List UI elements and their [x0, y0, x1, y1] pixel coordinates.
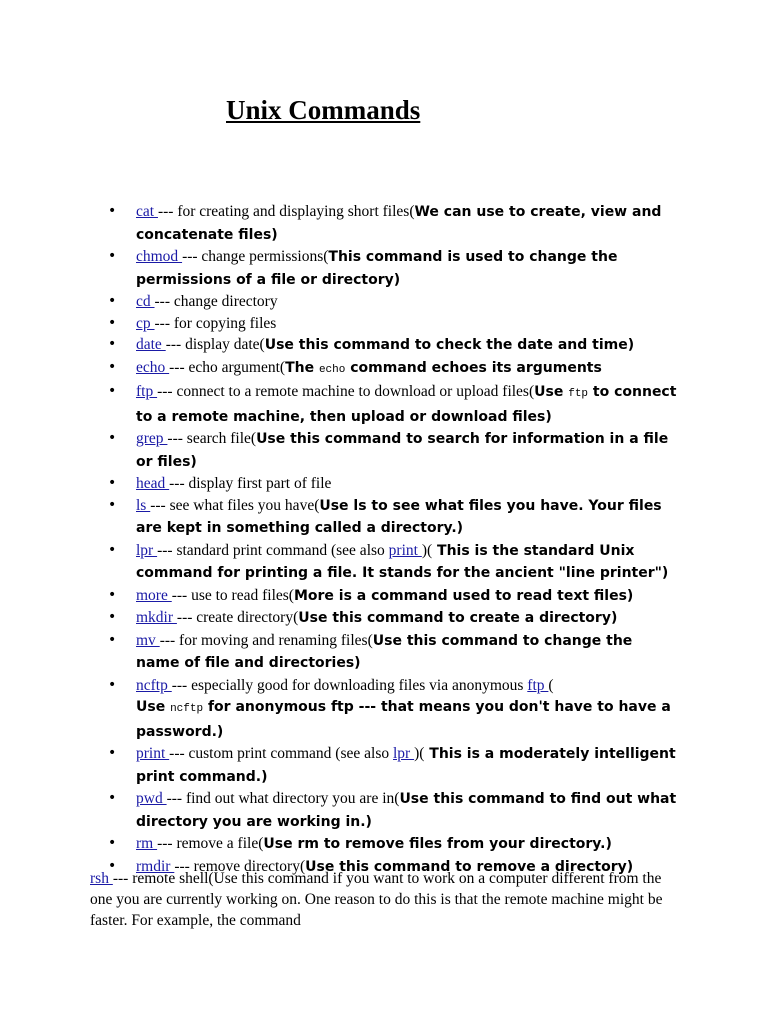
command-note: This is the standard Unix command for printing a file. It stands for the ancient "line printer") [136, 542, 669, 581]
command-description: --- find out what directory you are in( [166, 790, 400, 807]
command-description: --- search file( [167, 430, 257, 447]
list-item [108, 540, 678, 585]
list-item [108, 788, 678, 833]
inline-code: ftp [568, 388, 589, 400]
command-note: Use this command to remove a directory) [305, 858, 634, 875]
list-item [108, 201, 678, 246]
list-item [108, 495, 678, 540]
command-note [136, 699, 671, 740]
command-link-echo[interactable]: echo [136, 358, 170, 376]
page-title: Unix Commands [226, 95, 421, 125]
note-text: The [285, 359, 319, 376]
list-item [108, 246, 678, 291]
command-note: Use ls to see what files you have. Your files are kept in something called a directory.) [136, 497, 662, 536]
command-note: Use this command to check the date and time) [264, 337, 635, 353]
command-note [285, 360, 602, 376]
inline-code: ncftp [170, 703, 204, 715]
command-link-date[interactable]: date [136, 336, 166, 353]
command-link-head[interactable]: head [136, 475, 170, 492]
command-link-rsh[interactable]: rsh [90, 870, 113, 887]
list-item [108, 381, 678, 428]
command-description: --- remove a file( [157, 835, 264, 852]
command-note: Use this command to search for information in a file or files) [136, 431, 669, 470]
list-item [108, 607, 678, 630]
command-description: --- create directory( [176, 609, 299, 626]
command-description: --- remove directory( [174, 857, 306, 875]
command-description: --- use to read files( [171, 586, 294, 604]
command-link-cp[interactable]: cp [136, 314, 155, 332]
command-link-lpr-ref[interactable]: lpr [392, 745, 415, 762]
command-description: --- especially good for downloading files via anonymous [171, 676, 528, 694]
command-description: --- display date( [165, 336, 265, 353]
command-link-chmod[interactable]: chmod [136, 248, 183, 265]
command-description: --- change directory [154, 293, 278, 310]
list-item [108, 334, 678, 357]
list-item [108, 428, 678, 473]
list-item [108, 630, 678, 675]
list-item [108, 473, 678, 495]
note-text: Use [534, 384, 569, 400]
command-note: More is a command used to read text files) [293, 587, 634, 604]
command-link-grep[interactable]: grep [136, 430, 168, 447]
note-text: Use [136, 699, 171, 715]
paragraph-text: --- remote shell(Use this command if you want to work on a computer different from the one you are currently working on. One reason to do this is that the remote machine might be faster. For example, the command [90, 870, 663, 929]
command-link-rmdir[interactable]: rmdir [136, 857, 175, 875]
command-link-more[interactable]: more [136, 586, 172, 604]
command-description: ( [548, 676, 554, 694]
command-description: --- change permissions( [182, 248, 329, 265]
command-link-cd[interactable]: cd [136, 293, 155, 310]
note-text: command echoes its arguments [345, 359, 602, 376]
list-item [108, 675, 678, 744]
command-description: --- connect to a remote machine to download or upload files( [157, 383, 535, 400]
command-note: We can use to create, view and concatenate files) [136, 204, 662, 243]
note-text: for anonymous ftp --- that means you don't have to have a password.) [136, 699, 671, 740]
command-description: --- standard print command (see also [157, 541, 389, 559]
command-link-rm[interactable]: rm [136, 835, 158, 852]
list-item [108, 291, 678, 313]
command-description: --- see what files you have( [150, 496, 320, 514]
command-link-mkdir[interactable]: mkdir [136, 609, 177, 626]
command-link-mv[interactable]: mv [136, 631, 160, 649]
command-list [108, 201, 678, 878]
command-description: )( [421, 541, 433, 559]
command-link-print-ref[interactable]: print [388, 541, 422, 559]
command-link-ftp[interactable]: ftp [136, 383, 158, 400]
command-link-lpr[interactable]: lpr [136, 541, 158, 559]
list-item [108, 743, 678, 788]
note-text: to connect to a remote machine, then upload or download files) [136, 384, 677, 425]
command-description: --- for creating and displaying short files( [157, 203, 415, 220]
command-link-cat[interactable]: cat [136, 203, 158, 220]
inline-code: echo [318, 363, 346, 376]
command-note: This is a moderately intelligent print command.) [136, 746, 676, 785]
command-link-print[interactable]: print [136, 745, 170, 762]
command-link-ncftp[interactable]: ncftp [136, 676, 172, 694]
list-item [108, 833, 678, 856]
list-item [108, 357, 678, 382]
command-note: Use this command to change the name of file and directories) [136, 632, 633, 671]
command-link-ftp-ref[interactable]: ftp [527, 676, 549, 694]
command-description: )( [414, 745, 425, 762]
rsh-paragraph [90, 868, 670, 931]
command-link-pwd[interactable]: pwd [136, 790, 167, 807]
command-description: --- display first part of file [169, 475, 332, 492]
command-note: Use rm to remove files from your directory.) [263, 836, 612, 852]
command-description: --- for moving and renaming files( [159, 631, 373, 649]
list-item [108, 585, 678, 608]
command-note: This command is used to change the permissions of a file or directory) [136, 249, 618, 288]
command-description: --- for copying files [154, 314, 277, 332]
command-note: Use this command to create a directory) [298, 610, 618, 626]
command-note: Use this command to find out what directory you are working in.) [136, 791, 677, 830]
command-link-ls[interactable]: ls [136, 496, 151, 514]
list-item [108, 313, 678, 335]
command-description: --- echo argument( [169, 358, 286, 376]
command-description: --- custom print command (see also [169, 745, 393, 762]
